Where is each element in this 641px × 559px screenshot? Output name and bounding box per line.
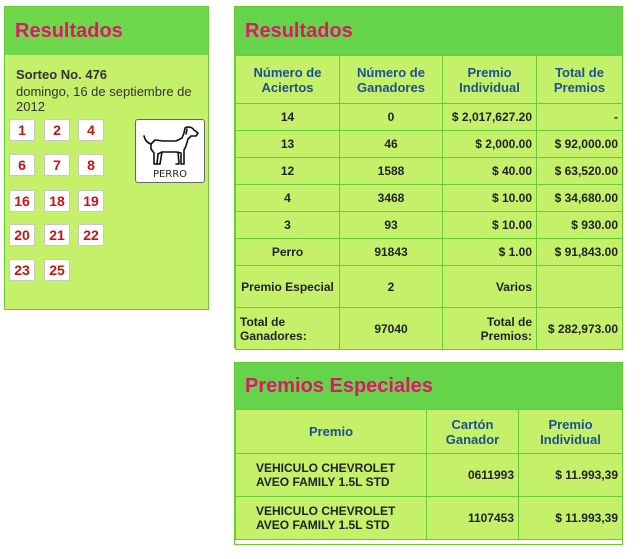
cell-ganadores: 1588	[340, 158, 443, 185]
cell-premio: $ 10.00	[443, 185, 537, 212]
total-winners-label: Total de Ganadores:	[236, 308, 340, 350]
total-winners-value: 97040	[340, 308, 443, 350]
header-individual-prize: Premio Individual	[519, 410, 623, 454]
cell-card: 0611993	[427, 454, 519, 497]
header-winning-card: Cartón Ganador	[427, 410, 519, 454]
draw-panel-title: Resultados	[5, 7, 208, 55]
cell-ganadores: 46	[340, 131, 443, 158]
table-row	[236, 185, 623, 212]
cell-total: -	[537, 104, 623, 131]
cell-premio: $ 2,000.00	[443, 131, 537, 158]
cell-aciertos: 12	[236, 158, 340, 185]
cell-total: $ 34,680.00	[537, 185, 623, 212]
table-row	[236, 104, 623, 131]
total-prizes-value: $ 282,973.00	[537, 308, 623, 350]
winning-number: 23	[9, 259, 35, 281]
special-prizes-table	[235, 409, 623, 540]
cell-aciertos: Premio Especial	[236, 266, 340, 308]
totals-row	[236, 308, 623, 350]
table-row	[236, 266, 623, 308]
table-row	[236, 212, 623, 239]
table-row	[236, 158, 623, 185]
table-row	[236, 454, 623, 497]
draw-number: Sorteo No. 476	[16, 67, 108, 82]
winning-number: 8	[78, 154, 104, 176]
winning-number: 6	[9, 154, 35, 176]
cell-individual: $ 11.993,39	[519, 497, 623, 540]
winning-number: 2	[44, 119, 70, 141]
results-table	[235, 55, 623, 350]
table-row	[236, 497, 623, 540]
winning-number: 18	[44, 190, 70, 212]
cell-premio: $ 2,017,627.20	[443, 104, 537, 131]
table-row	[236, 131, 623, 158]
header-aciertos: Número de Aciertos	[236, 56, 340, 104]
cell-premio: $ 10.00	[443, 212, 537, 239]
cell-ganadores: 91843	[340, 239, 443, 266]
header-premio: Premio Individual	[443, 56, 537, 104]
cell-premio: $ 1.00	[443, 239, 537, 266]
cell-ganadores: 93	[340, 212, 443, 239]
winning-number: 1	[9, 119, 35, 141]
cell-prize: VEHICULO CHEVROLET AVEO FAMILY 1.5L STD	[236, 497, 427, 540]
dog-label: PERRO	[152, 169, 188, 180]
winning-number: 22	[78, 224, 104, 246]
cell-ganadores: 0	[340, 104, 443, 131]
cell-aciertos: 13	[236, 131, 340, 158]
cell-premio: $ 40.00	[443, 158, 537, 185]
winning-number: 25	[44, 259, 70, 281]
total-prizes-label: Total de Premios:	[443, 308, 537, 350]
header-total: Total de Premios	[537, 56, 623, 104]
cell-aciertos: 3	[236, 212, 340, 239]
dog-symbol	[135, 119, 205, 183]
winning-number: 16	[9, 190, 35, 212]
draw-panel	[4, 6, 209, 310]
special-prizes-panel	[234, 362, 623, 545]
cell-individual: $ 11.993,39	[519, 454, 623, 497]
cell-ganadores: 3468	[340, 185, 443, 212]
cell-aciertos: 14	[236, 104, 340, 131]
winning-number: 4	[78, 119, 104, 141]
header-ganadores: Número de Ganadores	[340, 56, 443, 104]
draw-info	[16, 67, 206, 114]
cell-total: $ 92,000.00	[537, 131, 623, 158]
draw-date: domingo, 16 de septiembre de 2012	[16, 84, 192, 114]
winning-number: 19	[78, 190, 104, 212]
special-prizes-title: Premios Especiales	[235, 363, 622, 409]
cell-premio: Varios	[443, 266, 537, 308]
cell-ganadores: 2	[340, 266, 443, 308]
results-title: Resultados	[235, 7, 622, 55]
cell-prize: VEHICULO CHEVROLET AVEO FAMILY 1.5L STD	[236, 454, 427, 497]
cell-card: 1107453	[427, 497, 519, 540]
cell-total	[537, 266, 623, 308]
cell-total: $ 91,843.00	[537, 239, 623, 266]
cell-total: $ 63,520.00	[537, 158, 623, 185]
cell-total: $ 930.00	[537, 212, 623, 239]
cell-aciertos: 4	[236, 185, 340, 212]
winning-number: 21	[44, 224, 70, 246]
results-panel	[234, 6, 623, 348]
winning-number: 20	[9, 224, 35, 246]
header-prize: Premio	[236, 410, 427, 454]
winning-number: 7	[44, 154, 70, 176]
cell-aciertos: Perro	[236, 239, 340, 266]
table-row	[236, 239, 623, 266]
dog-icon	[136, 122, 204, 170]
